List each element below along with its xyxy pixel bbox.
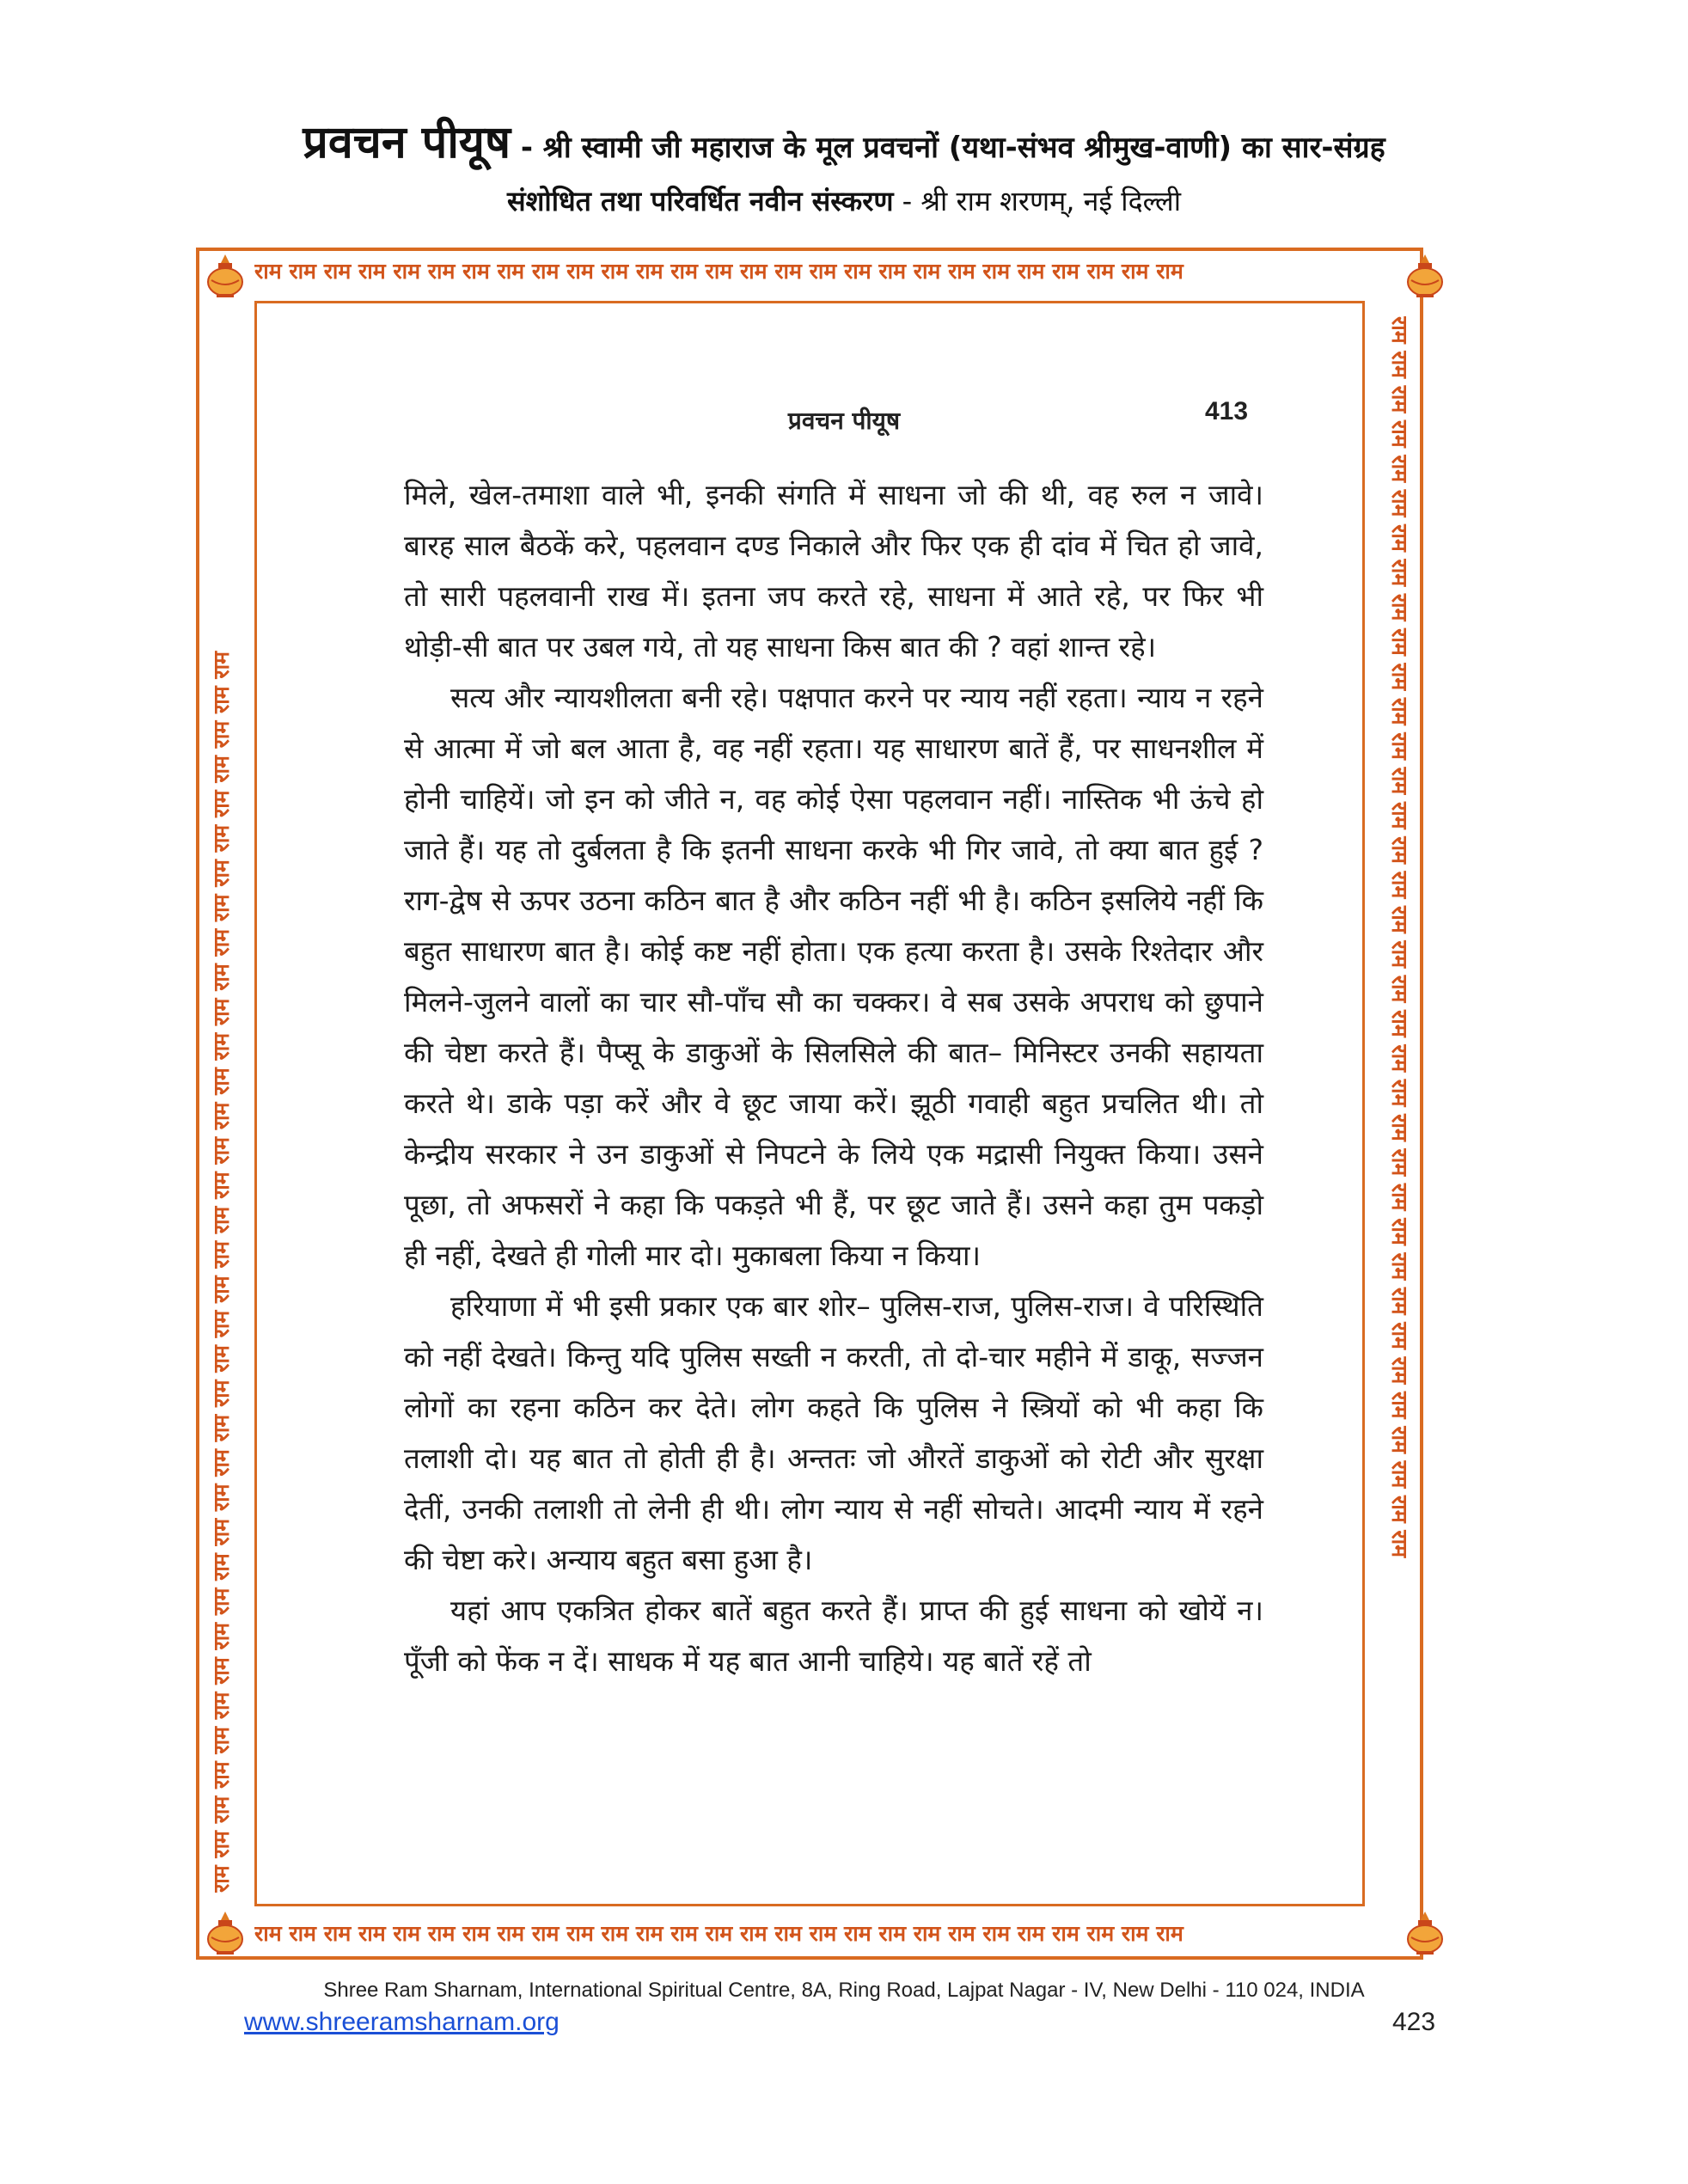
paragraph: यहां आप एकत्रित होकर बातें बहुत करते हैं। प्राप्त की हुई साधना को खोयें न। पूँजी को फेंक न दें। साधक में यह बात आनी चाहिये। यह बातें रहें तो [404, 1594, 1263, 1678]
header-subtitle [0, 182, 1688, 219]
paragraph: सत्य और न्यायशीलता बनी रहे। पक्षपात करने पर न्याय नहीं रहता। न्याय न रहने से आत्मा में जो बल आता है, वह नहीं रहता। यह साधारण बातें हैं, पर साधनशील में होनी चाहियें। जो इन को जीते न, वह कोई ऐसा पहलवान नहीं। नास्तिक भी ऊंचे हो जाते हैं। यह तो दुर्बलता है कि इतनी साधना करके भी गिर जावे, तो क्या बात हुई ? राग-द्वेष से ऊपर उठना कठिन बात है और कठिन नहीं भी है। कठिन इसलिये नहीं कि बहुत साधारण बात है। कोई कष्ट नहीं होता। एक हत्या करता है। उसके रिश्तेदार और मिलने-जुलने वालों का चार सौ-पाँच सौ का चक्कर। वे सब उसके अपराध को छुपाने की चेष्टा करते हैं। पैप्सू के डाकुओं के सिलसिले की बात– मिनिस्टर उनकी सहायता करते थे। डाके पड़ा करें और वे छूट जाया करें। झूठी गवाही बहुत प्रचलित थी। तो केन्द्रीय सरकार ने उन डाकुओं से निपटने के लिये एक मद्रासी नियुक्त किया। उसने पूछा, तो अफसरों ने कहा कि पकड़ते भी हैं, पर छूट जाते हैं। उसने कहा तुम पकड़ो ही नहीं, देखते ही गोली मार दो। मुकाबला किया न किया। [404, 681, 1263, 1272]
website-link[interactable]: www.shreeramsharnam.org [244, 2008, 560, 2036]
kalash-icon [1401, 1908, 1449, 1956]
border-text-right: राम राम राम राम राम राम राम राम राम राम राम राम राम राम राम राम राम राम राम राम राम राम राम राम राम राम राम राम राम राम राम राम राम राम राम राम [1387, 316, 1412, 1558]
paragraph: हरियाणा में भी इसी प्रकार एक बार शोर– पुलिस-राज, पुलिस-राज। वे परिस्थिति को नहीं देखते। किन्तु यदि पुलिस सख्ती न करती, तो दो-चार महीने में डाकू, सज्जन लोगों का रहना कठिन कर देते। लोग कहते कि पुलिस ने स्त्रियों को भी कहा कि तलाशी दो। यह बात तो होती ही है। अन्ततः जो औरतें डाकुओं को रोटी और सुरक्षा देतीं, उनकी तलाशी तो लेनी ही थी। लोग न्याय से नहीं सोचते। आदमी न्याय में रहने की चेष्टा करे। अन्याय बहुत बसा हुआ है। [404, 1289, 1263, 1576]
running-title: प्रवचन पीयूष [787, 407, 901, 435]
paragraph: मिले, खेल-तमाशा वाले भी, इनकी संगति में साधना जो की थी, वह रुल न जावे। बारह साल बैठकें करे, पहलवान दण्ड निकाले और फिर एक ही दांव में चित हो जावे, तो सारी पहलवानी राख में। इतना जप करते रहे, साधना में आते रहे, पर फिर भी थोड़ी-सी बात पर उबल गये, तो यह साधना किस बात की ? वहां शान्त रहे। [404, 478, 1263, 664]
border-text-left: राम राम राम राम राम राम राम राम राम राम राम राम राम राम राम राम राम राम राम राम राम राम राम राम राम राम राम राम राम राम राम राम राम राम राम राम [209, 651, 234, 1893]
header-title [0, 110, 1688, 171]
header-subtitle-rest: - श्री राम शरणम्, नई दिल्ली [893, 185, 1181, 217]
kalash-icon [1401, 251, 1449, 299]
header-title-rest: - श्री स्वामी जी महाराज के मूल प्रवचनों (यथा-संभव श्रीमुख-वाणी) का सार-संग्रह [511, 131, 1385, 165]
border-text-top: राम राम राम राम राम राम राम राम राम राम राम राम राम राम राम राम राम राम राम राम राम राम राम राम राम राम राम [254, 259, 1183, 284]
header-subtitle-bold: संशोधित तथा परिवर्धित नवीन संस्करण [507, 185, 894, 217]
inner-page-number: 413 [1205, 397, 1249, 425]
body-text [404, 469, 1263, 1686]
footer-address: Shree Ram Sharnam, International Spiritual Centre, 8A, Ring Road, Lajpat Nagar - IV, New Delhi - 110 024, INDIA [323, 1979, 1365, 2002]
kalash-icon [201, 1908, 249, 1956]
header-title-main: प्रवचन पीयूष [303, 117, 511, 168]
page-number: 423 [1392, 2008, 1436, 2036]
kalash-icon [201, 251, 249, 299]
border-text-bottom: राम राम राम राम राम राम राम राम राम राम राम राम राम राम राम राम राम राम राम राम राम राम राम राम राम राम राम [254, 1921, 1183, 1946]
